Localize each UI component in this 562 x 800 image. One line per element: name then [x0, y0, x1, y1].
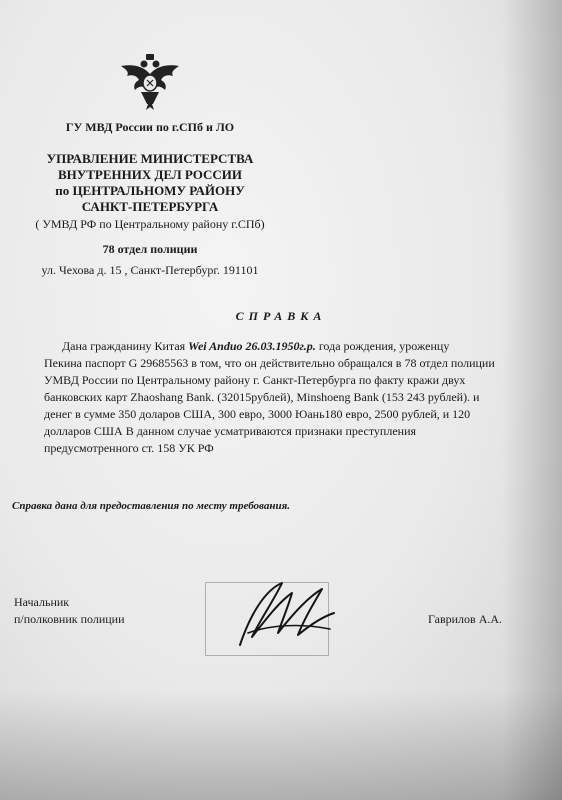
- body-line: денег в сумме 350 доларов США, 300 евро, 3000 Юань180 евро, 2500 рублей, и 120: [44, 407, 471, 421]
- double-headed-eagle-emblem-icon: [115, 52, 185, 112]
- body-text-suffix: года рождения, уроженцу: [315, 339, 450, 353]
- signatory-title: [14, 594, 125, 628]
- body-line: банковских карт Zhaoshang Bank. (32015рублей), Minshoeng Bank (153 243 рублей). и: [44, 390, 480, 404]
- org-full-line: ВНУТРЕННИХ ДЕЛ РОССИИ: [57, 167, 243, 182]
- signatory-position: Начальник: [14, 595, 70, 609]
- letterhead: [0, 52, 300, 278]
- org-full-line: УПРАВЛЕНИЕ МИНИСТЕРСТВА: [46, 151, 254, 166]
- issued-note: Справка дана для предоставления по месту требования.: [12, 500, 291, 512]
- signer-name: Гаврилов А.А.: [428, 612, 503, 626]
- document-title: СПРАВКА: [235, 309, 327, 323]
- org-full-line: САНКТ-ПЕТЕРБУРГА: [81, 199, 219, 214]
- department-name: 78 отдел полиции: [102, 242, 198, 256]
- org-full-line: по ЦЕНТРАЛЬНОМУ РАЙОНУ: [55, 183, 245, 198]
- birth-date: 26.03.1950г.р.: [245, 339, 316, 353]
- citizen-name: Wei Anduo: [188, 339, 243, 353]
- signatory-rank: п/полковник полиции: [14, 612, 125, 626]
- handwritten-signature-icon: [230, 575, 340, 655]
- department-address: ул. Чехова д. 15 , Санкт-Петербург. 191101: [41, 263, 259, 277]
- body-line: Пекина паспорт G 29685563 в том, что он действительно обращался в 78 отдел полиции: [44, 356, 495, 370]
- paper-shadow-bottom: [0, 690, 562, 800]
- org-full-name: [0, 151, 300, 215]
- body-line: предусмотренного ст. 158 УК РФ: [44, 441, 214, 455]
- org-abbreviation: ( УМВД РФ по Центральному району г.СПб): [35, 217, 265, 231]
- body-line: [44, 338, 544, 355]
- body-text-prefix: Дана гражданину Китая: [62, 339, 189, 353]
- body-line: УМВД России по Центральному району г. Санкт-Петербурга по факту кражи двух: [44, 373, 466, 387]
- document-body: [44, 338, 544, 457]
- body-line: долларов США В данном случае усматриваются признаки преступления: [44, 424, 417, 438]
- org-short-name: ГУ МВД России по г.СПб и ЛО: [65, 120, 235, 134]
